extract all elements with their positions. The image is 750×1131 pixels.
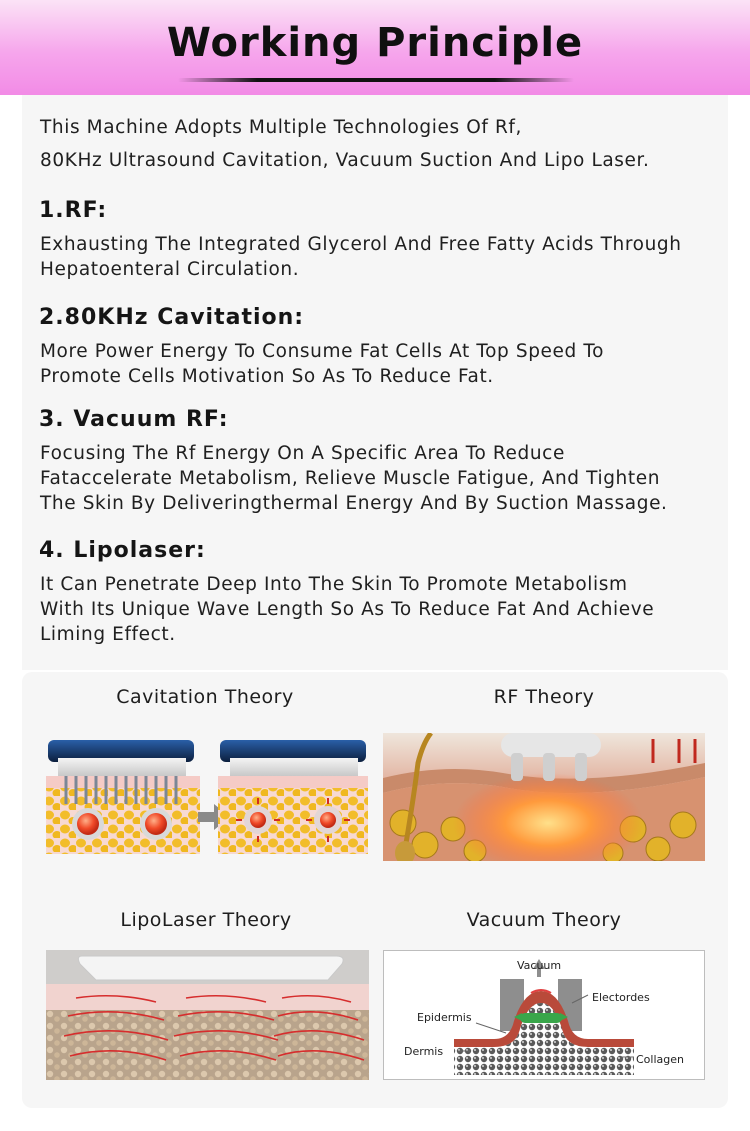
section-body-line: Exhausting The Integrated Glycerol And Free Fatty Acids Through (40, 234, 682, 255)
section-body-line: Promote Cells Motivation So As To Reduce Fat. (40, 366, 494, 387)
intro-line: 80KHz Ultrasound Cavitation, Vacuum Suction And Lipo Laser. (40, 150, 650, 171)
header-banner (0, 0, 750, 95)
rf-theory-title: RF Theory (493, 686, 595, 708)
cavitation-illustration (44, 740, 370, 858)
lipolaser-illustration (46, 950, 369, 1080)
section-heading-cavitation: 2.80KHz Cavitation: (39, 305, 305, 330)
page-title: Working Principle (166, 20, 584, 66)
section-body-line: Hepatoenteral Circulation. (40, 259, 300, 280)
rf-illustration (383, 733, 705, 861)
section-body-line: With Its Unique Wave Length So As To Reduce Fat And Achieve (40, 599, 655, 620)
section-body-line: Focusing The Rf Energy On A Specific Area To Reduce (40, 443, 565, 464)
collagen-label: Collagen (636, 1053, 684, 1066)
section-body-line: Fataccelerate Metabolism, Relieve Muscle Fatigue, And Tighten (40, 468, 661, 489)
epidermis-label: Epidermis (417, 1011, 472, 1024)
dermis-label: Dermis (404, 1045, 444, 1058)
vacuum-theory-title: Vacuum Theory (466, 909, 622, 931)
lipolaser-theory-title: LipoLaser Theory (120, 909, 292, 931)
section-body-line: It Can Penetrate Deep Into The Skin To Promote Metabolism (40, 574, 628, 595)
section-body-line: More Power Energy To Consume Fat Cells At Top Speed To (40, 341, 604, 362)
intro-line: This Machine Adopts Multiple Technologies Of Rf, (40, 117, 523, 138)
section-heading-rf: 1.RF: (39, 198, 108, 223)
vacuum-label: Vacuum (517, 959, 562, 972)
title-underline (178, 78, 574, 82)
cavitation-theory-title: Cavitation Theory (116, 686, 294, 708)
vacuum-illustration (383, 950, 705, 1080)
section-body-line: The Skin By Deliveringthermal Energy And By Suction Massage. (40, 493, 668, 514)
electrodes-label: Electordes (592, 991, 650, 1004)
section-body-line: Liming Effect. (40, 624, 176, 645)
section-heading-lipolaser: 4. Lipolaser: (39, 538, 206, 563)
section-heading-vacuum-rf: 3. Vacuum RF: (39, 407, 229, 432)
